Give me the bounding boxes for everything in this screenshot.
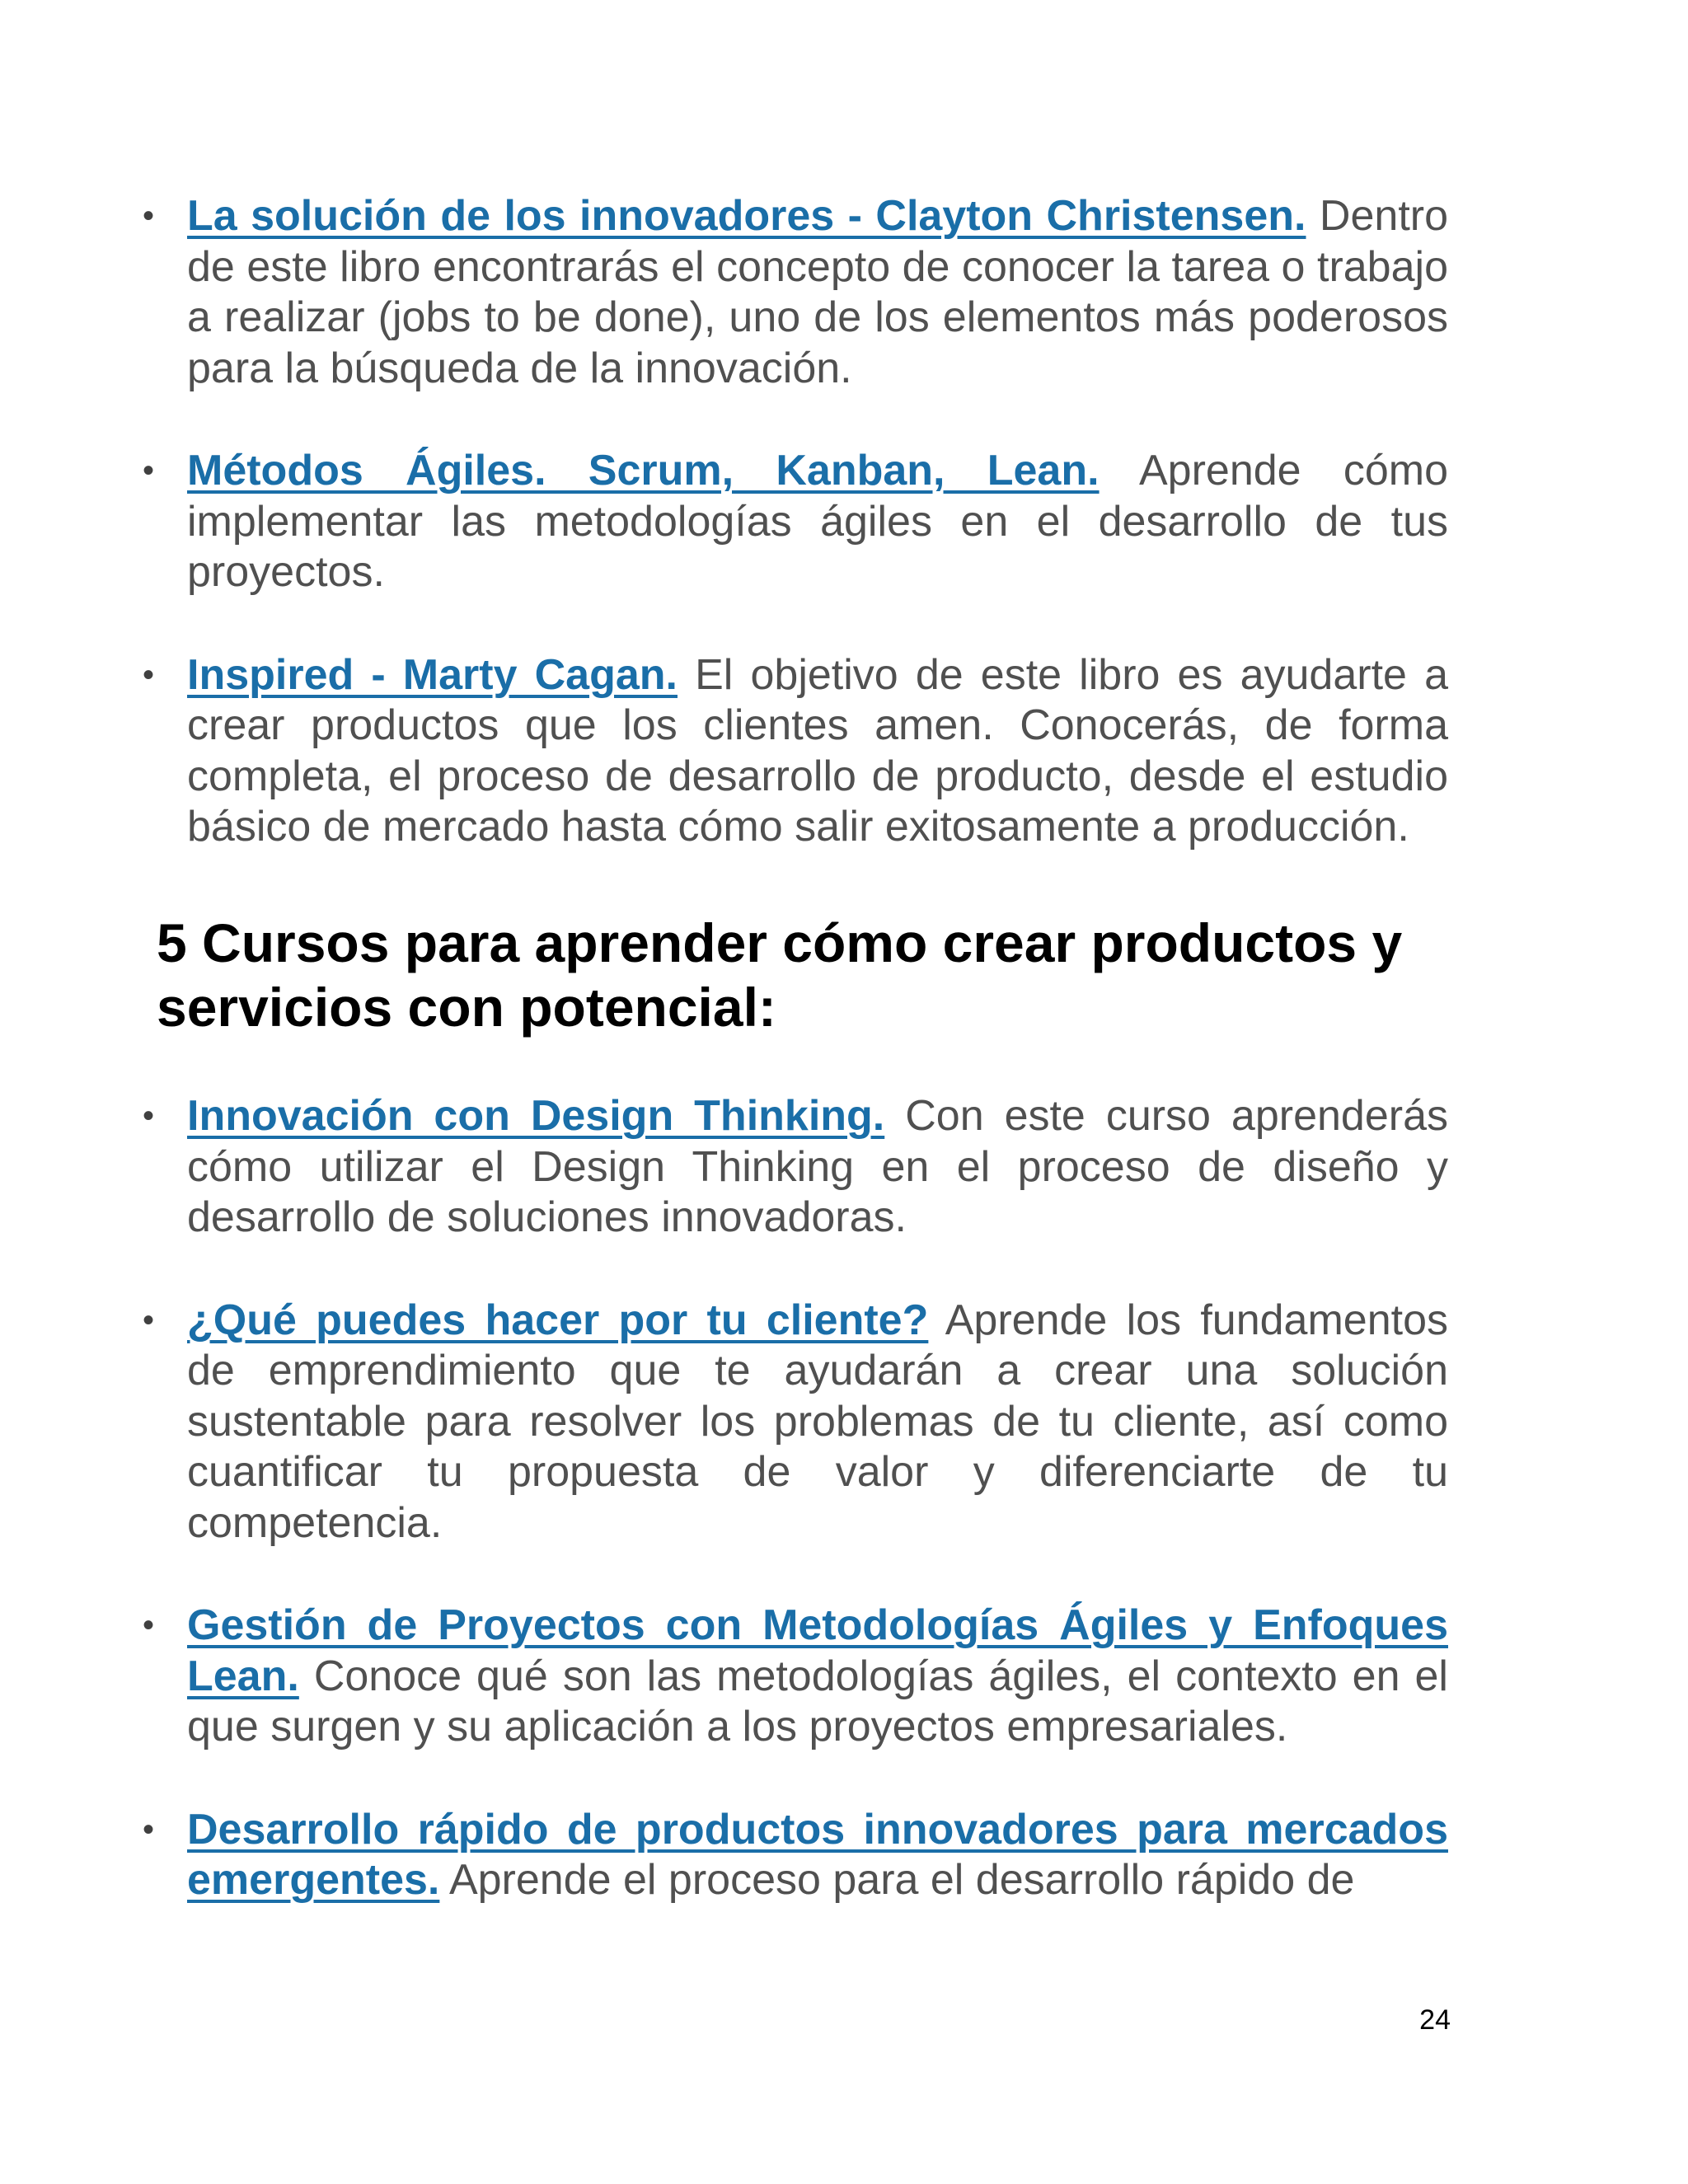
course-description: Aprende el proceso para el desarrollo rápido de [448,1856,1355,1904]
list-item-course-2 [142,1296,1448,1549]
bullet-icon: • [142,1301,154,1338]
course-link-agile-projects[interactable]: Gestión de Proyectos con Metodologías Ágiles y Enfoques Lean. [187,1601,1448,1700]
list-item-book-2 [142,446,1449,598]
page-number: 24 [1419,2004,1451,2036]
list-item-course-1 [142,1091,1449,1244]
book-link-innovators-solution[interactable]: La solución de los innovadores - Clayton Christensen. [187,192,1306,240]
course-link-design-thinking[interactable]: Innovación con Design Thinking. [187,1092,885,1140]
bullet-icon: • [142,452,154,489]
courses-list [142,1091,1449,1906]
list-item-book-3 [142,650,1448,853]
bullet-icon: • [142,1098,154,1134]
courses-section-heading: 5 Cursos para aprender cómo crear productos y servicios con potencial: [157,912,1403,1038]
course-link-customer[interactable]: ¿Qué puedes hacer por tu cliente? [187,1296,929,1344]
course-description: Conoce qué son las metodologías ágiles, el contexto en el que surgen y su aplicación a los proyectos empresariales. [187,1652,1448,1750]
bullet-icon: • [142,198,154,234]
books-list [142,191,1449,853]
bullet-icon: • [142,656,154,693]
list-item-course-4 [142,1805,1448,1906]
book-link-inspired[interactable]: Inspired - Marty Cagan. [187,650,678,699]
book-description: Dentro de este libro encontrarás el concepto de conocer la tarea o trabajo a realizar (jobs to be done), uno de los elementos más poderosos para la búsqueda de la innovación. [187,192,1448,392]
book-description: Aprende cómo implementar las metodologías ágiles en el desarrollo de tus proyectos. [187,447,1449,596]
course-link-rapid-development[interactable]: Desarrollo rápido de productos innovadores para mercados emergentes. [187,1805,1448,1904]
bullet-icon: • [142,1811,154,1848]
course-description: Aprende los fundamentos de emprendimiento que te ayudarán a crear una solución sustentable para resolver los problemas de tu cliente, así como cuantificar tu propuesta de valor y diferenciarte de tu competencia. [187,1296,1448,1547]
book-description: El objetivo de este libro es ayudarte a crear productos que los clientes amen. Conocerás, de forma completa, el proceso de desarrollo de producto, desde el estudio básico de mercado hasta cómo salir exitosamente a producción. [187,650,1448,851]
book-link-agile-methods[interactable]: Métodos Ágiles. Scrum, Kanban, Lean. [187,447,1100,494]
course-description: Con este curso aprenderás cómo utilizar el Design Thinking en el proceso de diseño y desarrollo de soluciones innovadoras. [187,1092,1449,1241]
list-item-book-1 [142,191,1448,394]
bullet-icon: • [142,1607,154,1643]
list-item-course-3 [142,1601,1448,1753]
